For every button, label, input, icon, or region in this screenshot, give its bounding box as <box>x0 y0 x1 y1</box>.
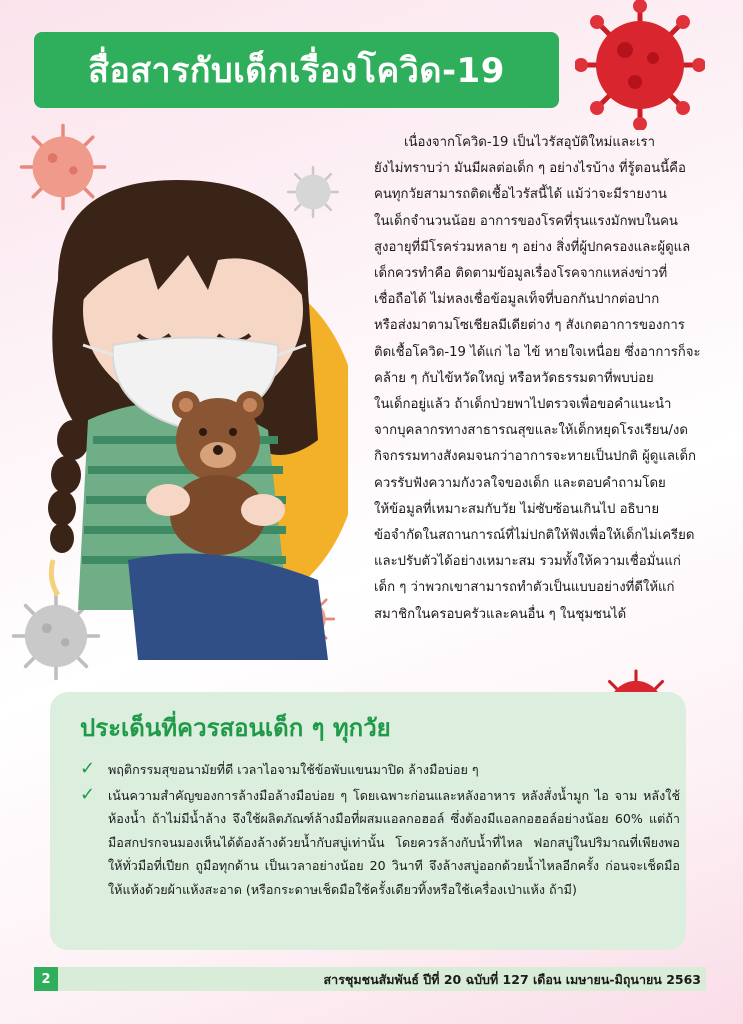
virus-icon-large-red <box>575 0 705 130</box>
article-line: ข้อจำกัดในสถานการณ์ที่ไม่ปกติให้ฟังเพื่อให้เด็กไม่เครียด <box>374 528 695 544</box>
article-line: เด็ก ๆ ว่าพวกเขาสามารถทำตัวเป็นแบบอย่างที่ดีให้แก่ <box>374 580 675 596</box>
article-line: สูงอายุที่มีโรคร่วมหลาย ๆ อย่าง สิ่งที่ผู้ปกครองและผู้ดูแล <box>374 239 691 255</box>
article-line: เนื่องจากโควิด-19 เป็นไวรัสอุบัติใหม่และเรา <box>404 135 656 150</box>
page-number: 2 <box>34 967 58 991</box>
article-line: ติดเชื้อโควิด-19 ได้แก่ ไอ ไข้ หายใจเหนื่อย ซึ่งอาการก็จะ <box>374 344 701 360</box>
title-banner <box>34 32 559 108</box>
article-line: จากบุคลากรทางสาธารณสุขและให้เด็กหยุดโรงเรียน/งด <box>374 423 688 439</box>
article-line: เชื่อถือได้ ไม่หลงเชื่อข้อมูลเท็จที่บอกกันปากต่อปาก <box>374 292 660 308</box>
article-line: และปรับตัวได้อย่างเหมาะสม รวมทั้งให้ความเชื่อมั่นแก่ <box>374 554 681 570</box>
article-line: คนทุกวัยสามารถติดเชื้อไวรัสนี้ได้ แม้ว่าจะมีรายงาน <box>374 187 667 203</box>
list-item <box>80 758 680 782</box>
tips-list <box>80 758 680 903</box>
article-line: ควรรับฟังความกังวลใจของเด็ก และตอบคำถามโดย <box>374 475 666 491</box>
tip-text: เน้นความสำคัญของการล้างมือล้างมือบ่อย ๆ โดยเฉพาะก่อนและหลังอาหาร หลังสั่งน้ำมูก ไอ จาม หลังใช้ห้องน้ำ ถ้าไม่มีน้ำล้าง จึงใช้ผลิตภัณฑ์ล้างมือที่ผสมแอลกอฮอล์ ซึ่งต้องมีแอลกอฮอล์อย่างน้อย 60% แต่ถ้ามือสกปรกจนมองเห็นได้ต้องล้างด้วยน้ำกับสบู่เท่านั้น โดยควรล้างกับน้ำที่ไหล ฟอกสบู่ในปริมาณที่เพียงพอให้ทั่วมือที่เปียก ถูมือทุกด้าน เป็นเวลาอย่างน้อย 20 วินาที จึงล้างสบู่ออกด้วยน้ำไหลอีกครั้ง ก่อนจะเช็ดมือให้แห้งด้วยผ้าแห้งสะอาด (หรือกระดาษเช็ดมือใช้ครั้งเดียวทิ้งหรือใช้เครื่องเป่าแห้ง ถ้ามี) <box>108 787 680 897</box>
list-item <box>80 784 680 902</box>
article-line: ให้ข้อมูลที่เหมาะสมกับวัย ไม่ซับซ้อนเกินไป อธิบาย <box>374 501 660 517</box>
article-body <box>374 130 712 628</box>
check-icon: ✓ <box>80 758 96 779</box>
page-title: สื่อสารกับเด็กเรื่องโควิด-19 <box>88 51 505 91</box>
article-line: ยังไม่ทราบว่า มันมีผลต่อเด็ก ๆ อย่างไรบ้าง ที่รู้ตอนนี้คือ <box>374 161 686 177</box>
check-icon: ✓ <box>80 783 96 805</box>
article-line: หรือส่งมาตามโซเชียลมีเดียต่าง ๆ สังเกตอาการของการ <box>374 318 685 334</box>
tip-text: พฤติกรรมสุขอนามัยที่ดี เวลาไอจามใช้ข้อพับแขนมาปิด ล้างมือบ่อย ๆ <box>108 762 479 777</box>
article-line: กิจกรรมทางสังคมจนกว่าอาการจะหายเป็นปกติ ผู้ดูแลเด็ก <box>374 449 696 465</box>
girl-with-teddy-illustration <box>18 140 348 660</box>
tips-title: ประเด็นที่ควรสอนเด็ก ๆ ทุกวัย <box>80 714 391 742</box>
article-line: สมาชิกในครอบครัวและคนอื่น ๆ ในชุมชนได้ <box>374 606 627 622</box>
publication-info: สารชุมชนสัมพันธ์ ปีที่ 20 ฉบับที่ 127 เดือน เมษายน-มิถุนายน 2563 <box>323 972 701 987</box>
article-line: คล้าย ๆ กับไข้หวัดใหญ่ หรือหวัดธรรมดาที่พบบ่อย <box>374 370 654 386</box>
article-line: เด็กควรทำคือ ติดตามข้อมูลเรื่องโรคจากแหล่งข่าวที่ <box>374 266 668 282</box>
article-line: ในเด็กอยู่แล้ว ถ้าเด็กป่วยพาไปตรวจเพื่อขอคำแนะนำ <box>374 397 672 413</box>
article-line: ในเด็กจำนวนน้อย อาการของโรคที่รุนแรงมักพบในคน <box>374 213 678 229</box>
